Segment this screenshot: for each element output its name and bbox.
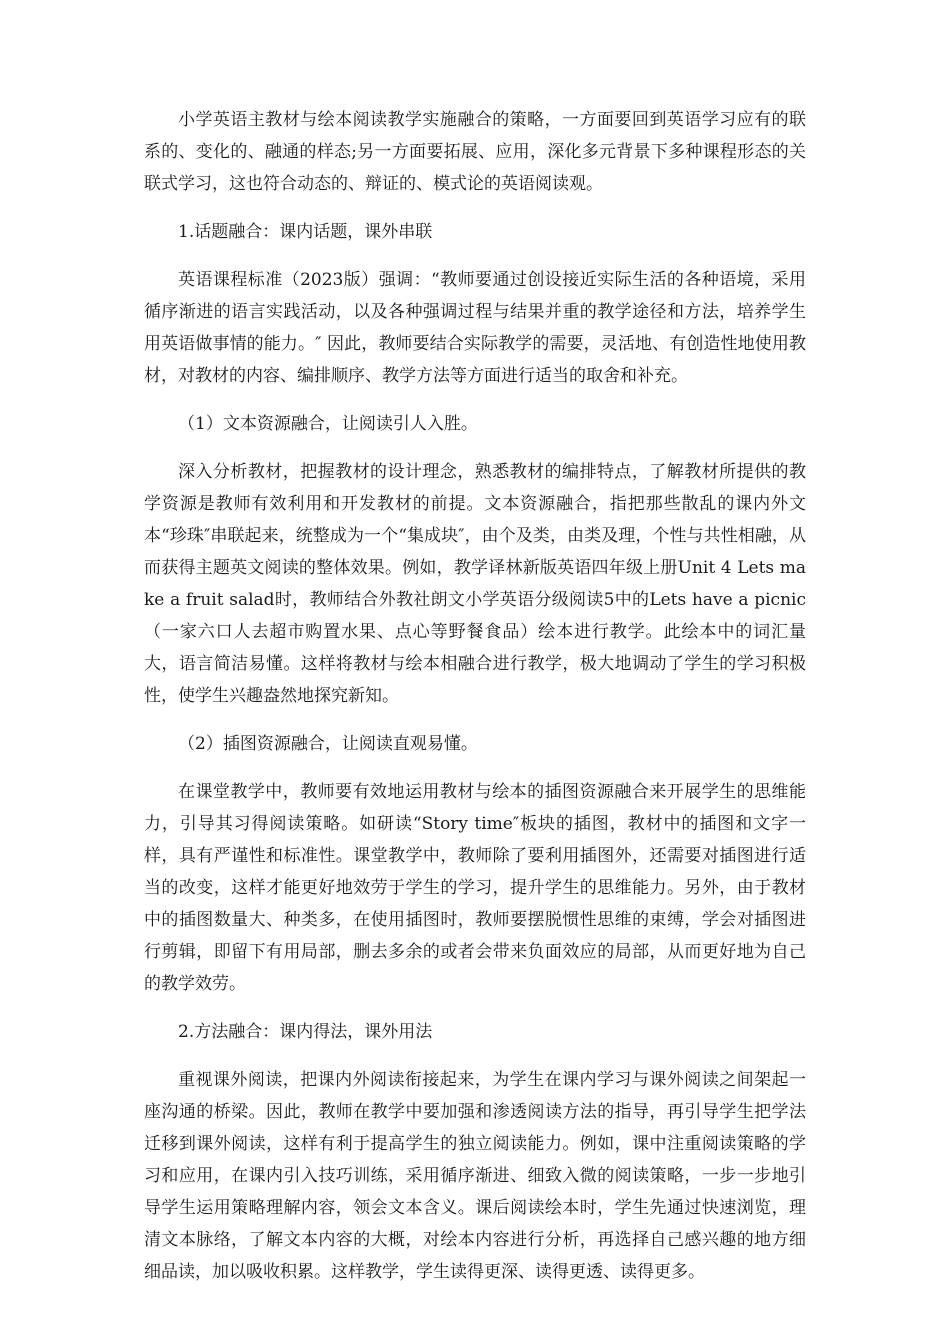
section-heading-method-integration: 2.方法融合：课内得法，课外用法 <box>178 1022 433 1042</box>
subheading-illustration-resource: （2）插图资源融合，让阅读直观易懂。 <box>178 734 478 754</box>
document-page <box>144 104 806 1304</box>
subheading-text-resource: （1）文本资源融合，让阅读引人入胜。 <box>178 414 478 434</box>
intro-paragraph: 小学英语主教材与绘本阅读教学实施融合的策略，一方面要回到英语学习应有的联系的、变化的、融通的样态;另一方面要拓展、应用，深化多元背景下多种课程形态的关联式学习，这也符合动态的、辩证的、模式论的英语阅读观。 <box>144 110 806 194</box>
illustration-resource-paragraph: 在课堂教学中，教师要有效地运用教材与绘本的插图资源融合来开展学生的思维能力，引导其习得阅读策略。如研读“Story time″板块的插图，教材中的插图和文字一样，具有严谨性和标准性。课堂教学中，教师除了要利用插图外，还需要对插图进行适当的改变，这样才能更好地效劳于学生的学习，提升学生的思维能力。另外，由于教材中的插图数量大、种类多，在使用插图时，教师要摆脱惯性思维的束缚，学会对插图进行剪辑，即留下有用局部，删去多余的或者会带来负面效应的局部，从而更好地为自己的教学效劳。 <box>144 782 806 994</box>
curriculum-standard-paragraph: 英语课程标准（2023版）强调：“教师要通过创设接近实际生活的各种语境，采用循序渐进的语言实践活动，以及各种强调过程与结果并重的教学途径和方法，培养学生用英语做事情的能力。″ 因此，教师要结合实际教学的需要，灵活地、有创造性地使用教材，对教材的内容、编排顺序、教学方法等方面进行适当的取舍和补充。 <box>144 270 806 386</box>
section-heading-topic-integration: 1.话题融合：课内话题，课外串联 <box>178 222 433 242</box>
method-paragraph: 重视课外阅读，把课内外阅读衔接起来，为学生在课内学习与课外阅读之间架起一座沟通的桥梁。因此，教师在教学中要加强和渗透阅读方法的指导，再引导学生把学法迁移到课外阅读，这样有利于提高学生的独立阅读能力。例如，课中注重阅读策略的学习和应用，在课内引入技巧训练，采用循序渐进、细致入微的阅读策略，一步一步地引导学生运用策略理解内容，领会文本含义。课后阅读绘本时，学生先通过快速浏览，理清文本脉络，了解文本内容的大概，对绘本内容进行分析，再选择自己感兴趣的地方细细品读，加以吸收积累。这样教学，学生读得更深、读得更透、读得更多。 <box>144 1070 806 1282</box>
text-resource-paragraph: 深入分析教材，把握教材的设计理念，熟悉教材的编排特点，了解教材所提供的教学资源是教师有效利用和开发教材的前提。文本资源融合，指把那些散乱的课内外文本“珍珠″串联起来，统整成为一个“集成块″，由个及类，由类及理，个性与共性相融，从而获得主题英文阅读的整体效果。例如，教学译林新版英语四年级上册Unit 4 Lets make a fruit salad时，教师结合外教社朗文小学英语分级阅读5中的Lets have a picnic（一家六口人去超市购置水果、点心等野餐食品）绘本进行教学。此绘本中的词汇量大，语言简洁易懂。这样将教材与绘本相融合进行教学，极大地调动了学生的学习积极性，使学生兴趣盎然地探究新知。 <box>144 462 806 706</box>
